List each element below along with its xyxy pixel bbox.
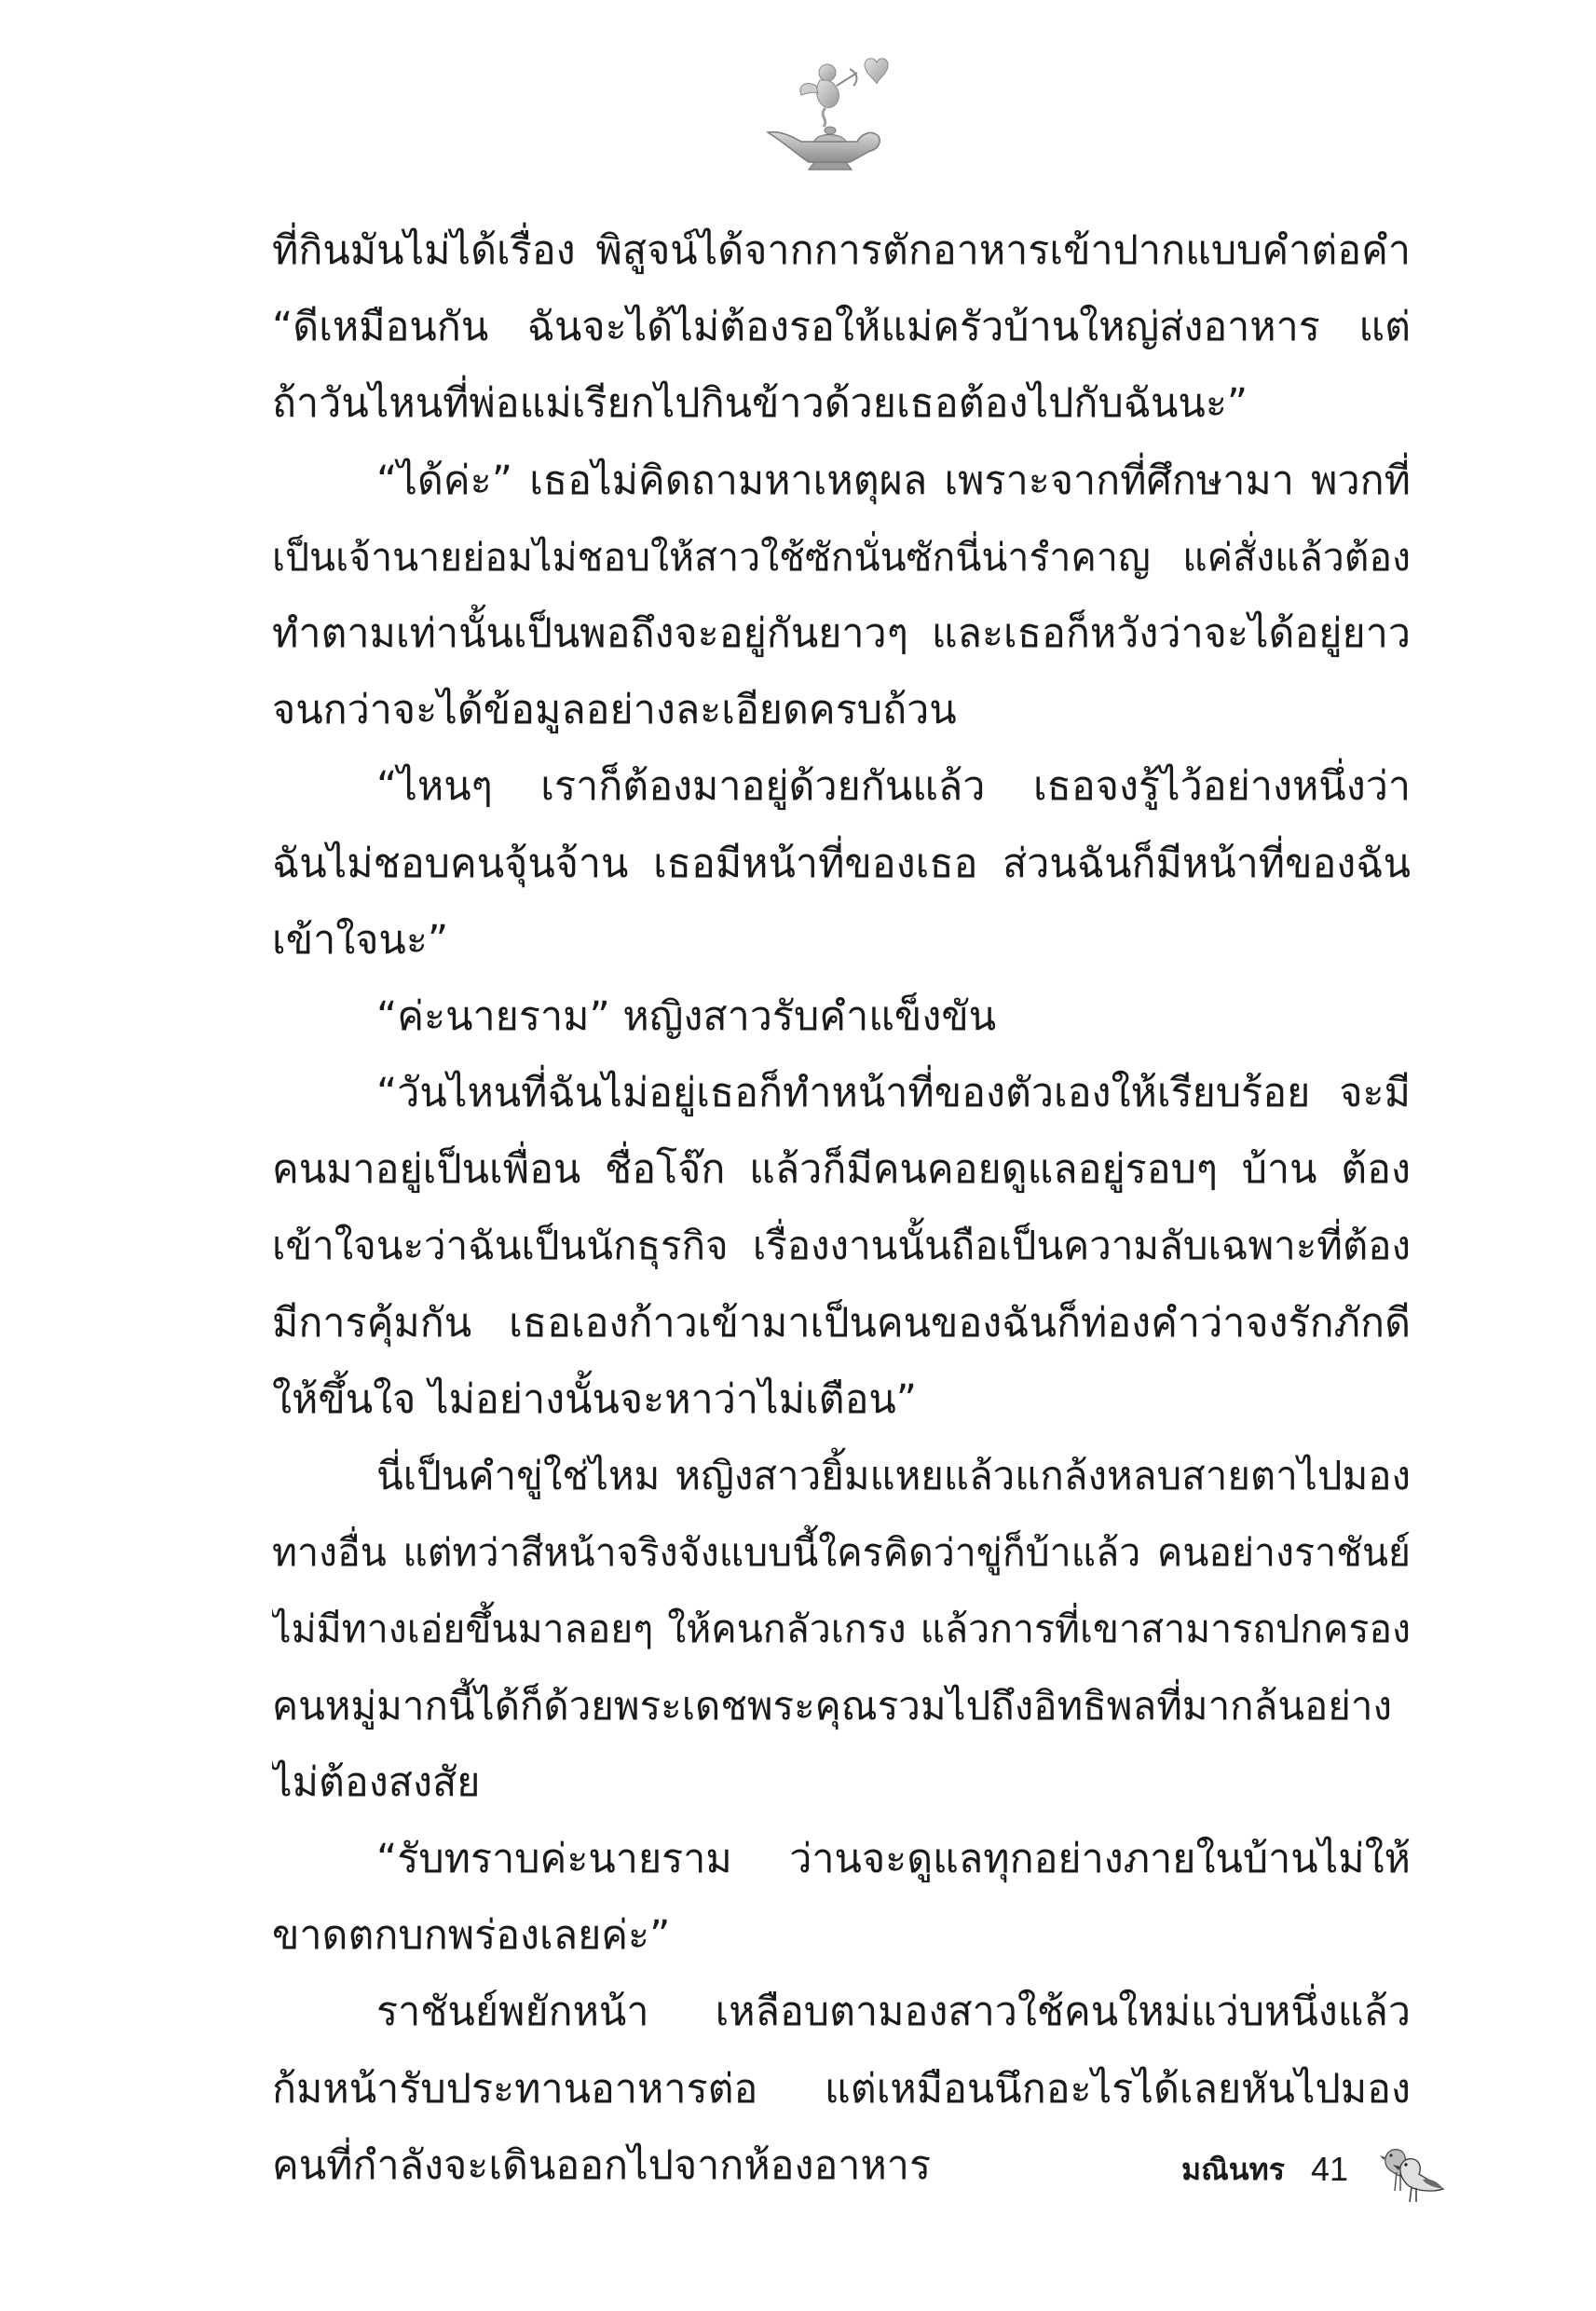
- text-line: ไม่ต้องสงสัย: [272, 1758, 481, 1806]
- page-text-body: [272, 212, 1411, 2204]
- text-line: “ไหนๆ เราก็ต้องมาอยู่ด้วยกันแล้ว เธอจงรู้ไว้อย่างหนึ่งว่า: [376, 763, 1411, 811]
- page-footer: [1181, 2132, 1449, 2207]
- text-line: “ดีเหมือนกัน ฉันจะได้ไม่ต้องรอให้แม่ครัวบ้านใหญ่ส่งอาหาร แต่: [272, 304, 1411, 351]
- text-line: “ค่ะนายราม” หญิงสาวรับคำแข็งขัน: [376, 992, 997, 1040]
- text-line: เข้าใจนะว่าฉันเป็นนักธุรกิจ เรื่องงานนั้นถือเป็นความลับเฉพาะที่ต้อง: [272, 1223, 1411, 1269]
- page-number: 41: [1310, 2150, 1348, 2188]
- text-line: “วันไหนที่ฉันไม่อยู่เธอก็ทำหน้าที่ของตัวเองให้เรียบร้อย จะมี: [376, 1070, 1411, 1117]
- text-line: ก้มหน้ารับประทานอาหารต่อ แต่เหมือนนึกอะไรได้เลยหันไปมอง: [272, 2065, 1411, 2113]
- text-line: เป็นเจ้านายย่อมไม่ชอบให้สาวใช้ซักนั่นซักนี่น่ารำคาญ แค่สั่งแล้วต้อง: [272, 534, 1411, 580]
- text-line: จนกว่าจะได้ข้อมูลอย่างละเอียดครบถ้วน: [272, 687, 957, 734]
- footer-author: มณินทร: [1181, 2151, 1285, 2187]
- text-line: นี่เป็นคำขู่ใช่ไหม หญิงสาวยิ้มแหยแล้วแกล้งหลบสายตาไปมอง: [376, 1453, 1411, 1498]
- text-line: “รับทราบค่ะนายราม ว่านจะดูแลทุกอย่างภายในบ้านไม่ให้: [376, 1835, 1411, 1882]
- text-line: มีการคุ้มกัน เธอเองก้าวเข้ามาเป็นคนของฉันก็ท่องคำว่าจงรักภักดี: [272, 1299, 1411, 1347]
- text-line: ไม่มีทางเอ่ยขึ้นมาลอยๆ ให้คนกลัวเกรง แล้วการที่เขาสามารถปกครอง: [272, 1607, 1411, 1652]
- text-line: ถ้าวันไหนที่พ่อแม่เรียกไปกินข้าวด้วยเธอต้องไปกับฉันนะ”: [272, 380, 1248, 428]
- text-line: ให้ขึ้นใจ ไม่อย่างนั้นจะหาว่าไม่เตือน”: [272, 1375, 918, 1423]
- text-line: “ได้ค่ะ” เธอไม่คิดถามหาเหตุผล เพราะจากที่ศึกษามา พวกที่: [376, 457, 1411, 504]
- text-line: ทางอื่น แต่ทว่าสีหน้าจริงจังแบบนี้ใครคิดว่าขู่ก็บ้าแล้ว คนอย่างราชันย์: [272, 1530, 1411, 1576]
- text-line: คนหมู่มากนี้ได้ก็ด้วยพระเดชพระคุณรวมไปถึงอิทธิพลที่มากล้นอย่าง: [272, 1682, 1392, 1729]
- text-line: ที่กินมันไม่ได้เรื่อง พิสูจน์ได้จากการตักอาหารเข้าปากแบบคำต่อคำ: [272, 227, 1411, 274]
- genie-lamp-with-cupid-icon: [760, 52, 900, 173]
- text-line: ขาดตกบกพร่องเลยค่ะ”: [272, 1912, 671, 1960]
- text-line: คนมาอยู่เป็นเพื่อน ชื่อโจ๊ก แล้วก็มีคนคอยดูแลอยู่รอบๆ บ้าน ต้อง: [272, 1146, 1411, 1194]
- text-line: ทำตามเท่านั้นเป็นพอถึงจะอยู่กันยาวๆ และเธอก็หวังว่าจะได้อยู่ยาว: [272, 609, 1411, 657]
- text-line: ราชันย์พยักหน้า เหลือบตามองสาวใช้คนใหม่แว่บหนึ่งแล้ว: [376, 1989, 1411, 2036]
- text-line: ฉันไม่ชอบคนจุ้นจ้าน เธอมีหน้าที่ของเธอ ส่วนฉันก็มีหน้าที่ของฉัน: [272, 840, 1411, 887]
- text-line: เข้าใจนะ”: [272, 916, 449, 964]
- seagulls-icon: [1372, 2135, 1449, 2204]
- text-line: คนที่กำลังจะเดินออกไปจากห้องอาหาร: [272, 2141, 932, 2189]
